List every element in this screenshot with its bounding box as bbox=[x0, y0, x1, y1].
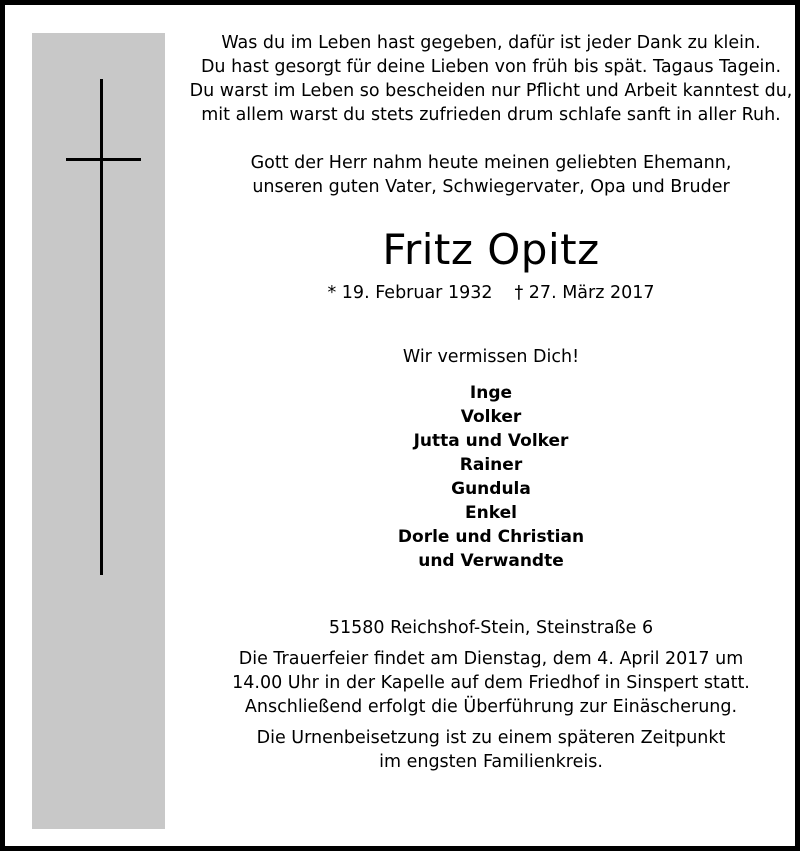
family-member: Gundula bbox=[451, 479, 531, 499]
announcement-line: Gott der Herr nahm heute meinen geliebten Ehemann, bbox=[250, 153, 732, 173]
poem-line: Du hast gesorgt für deine Lieben von früh bis spät. Tagaus Tagein. bbox=[200, 57, 782, 77]
urn-line: Die Urnenbeisetzung ist zu einem späteren Zeitpunkt bbox=[256, 728, 726, 748]
address-text: 51580 Reichshof-Stein, Steinstraße 6 bbox=[328, 618, 654, 638]
family-member: Enkel bbox=[465, 503, 517, 523]
notice-content bbox=[177, 27, 800, 774]
birth-date: * 19. Februar 1932 bbox=[327, 283, 493, 303]
family-member: Volker bbox=[460, 407, 522, 427]
address bbox=[177, 616, 800, 640]
poem-line: Du warst im Leben so bescheiden nur Pflicht und Arbeit kanntest du, bbox=[189, 81, 793, 101]
urn-info bbox=[177, 726, 800, 774]
poem-line: Was du im Leben hast gegeben, dafür ist jeder Dank zu klein. bbox=[221, 33, 761, 53]
family-member: Inge bbox=[469, 383, 513, 403]
cross-horizontal-beam bbox=[66, 158, 141, 161]
family-member: Jutta und Volker bbox=[413, 431, 569, 451]
life-dates bbox=[177, 281, 800, 305]
funeral-info bbox=[177, 647, 800, 719]
funeral-line: Anschließend erfolgt die Überführung zur Einäscherung. bbox=[244, 697, 738, 717]
family-member: Rainer bbox=[459, 455, 523, 475]
announcement-line: unseren guten Vater, Schwiegervater, Opa und Bruder bbox=[252, 177, 730, 197]
family-member: Dorle und Christian bbox=[397, 527, 585, 547]
deceased-name: Fritz Opitz bbox=[382, 225, 600, 274]
poem bbox=[177, 31, 800, 127]
funeral-line: Die Trauerfeier findet am Dienstag, dem 4. April 2017 um bbox=[238, 649, 744, 669]
miss-text: Wir vermissen Dich! bbox=[402, 347, 580, 367]
funeral-line: 14.00 Uhr in der Kapelle auf dem Friedhof in Sinspert statt. bbox=[232, 673, 750, 693]
announcement bbox=[177, 151, 800, 199]
urn-line: im engsten Familienkreis. bbox=[379, 752, 603, 772]
side-bar bbox=[32, 33, 165, 829]
miss-message bbox=[177, 345, 800, 369]
family-member: und Verwandte bbox=[418, 551, 564, 571]
family-list bbox=[177, 381, 800, 573]
cross-vertical-beam bbox=[100, 79, 103, 575]
death-date: † 27. März 2017 bbox=[514, 283, 655, 303]
poem-line: mit allem warst du stets zufrieden drum schlafe sanft in aller Ruh. bbox=[201, 105, 781, 125]
